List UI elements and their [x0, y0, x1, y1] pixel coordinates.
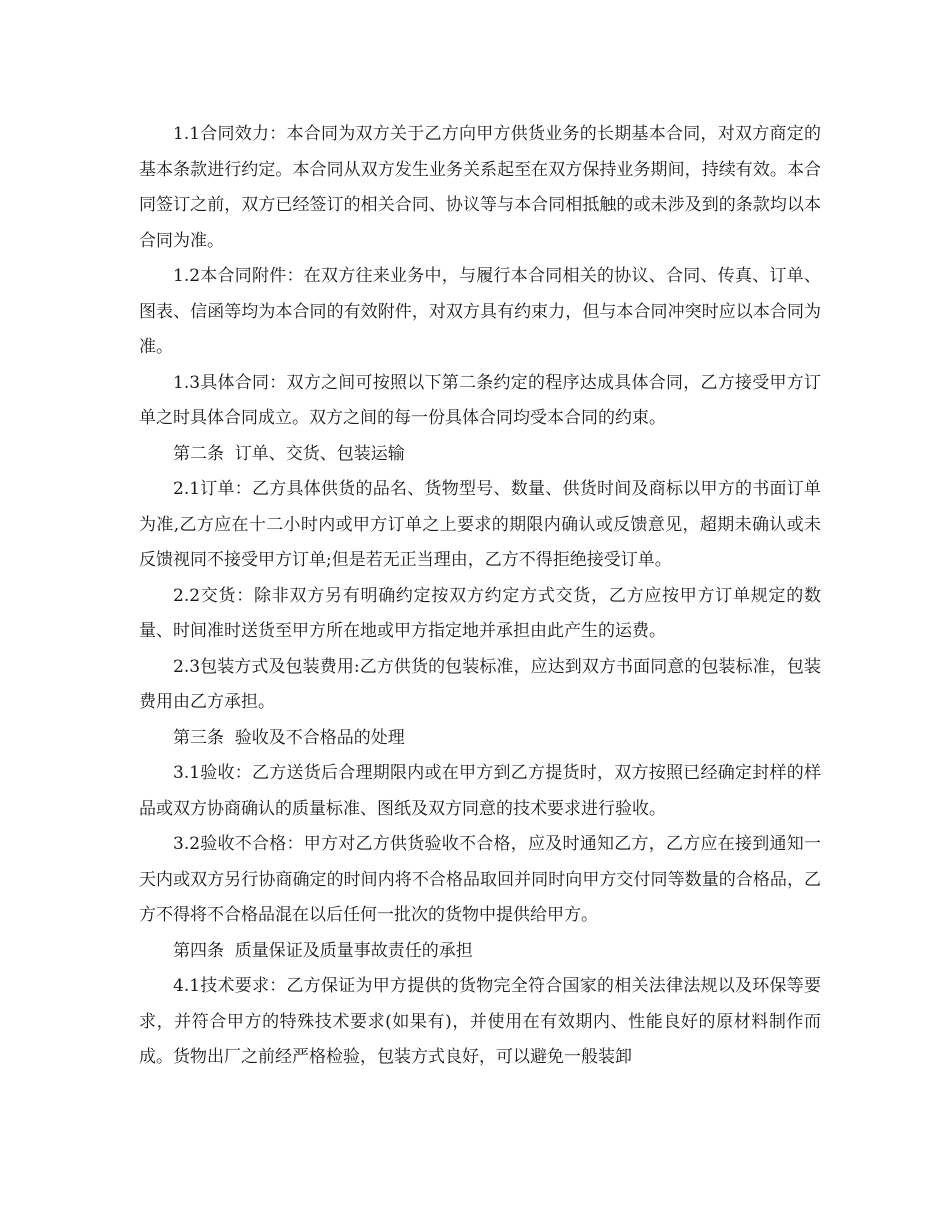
clause-4-1: 4.1技术要求：乙方保证为甲方提供的货物完全符合国家的相关法律法规以及环保等要求，并符合甲方的特殊技术要求(如果有)，并使用在有效期内、性能良好的原材料制作而成。货物出厂之前经严格检验，包装方式良好，可以避免一般装卸: [139, 976, 821, 1067]
clause-1-3: 1.3具体合同：双方之间可按照以下第二条约定的程序达成具体合同，乙方接受甲方订单之时具体合同成立。双方之间的每一份具体合同均受本合同的约束。: [139, 372, 821, 428]
clause-2-2: 2.2交货：除非双方另有明确约定按双方约定方式交货，乙方应按甲方订单规定的数量、时间准时送货至甲方所在地或甲方指定地并承担由此产生的运费。: [139, 585, 821, 641]
clause-3-1: 3.1验收：乙方送货后合理期限内或在甲方到乙方提货时，双方按照已经确定封样的样品或双方协商确认的质量标准、图纸及双方同意的技术要求进行验收。: [139, 763, 821, 819]
article-2-heading: 第二条 订单、交货、包装运输: [173, 443, 405, 464]
clause-3-2: 3.2验收不合格：甲方对乙方供货验收不合格，应及时通知乙方，乙方应在接到通知一天内或双方另行协商确定的时间内将不合格品取回并同时向甲方交付同等数量的合格品，乙方不得将不合格品混在以后任何一批次的货物中提供给甲方。: [139, 834, 821, 925]
clause-2-3: 2.3包装方式及包装费用:乙方供货的包装标准，应达到双方书面同意的包装标准，包装费用由乙方承担。: [139, 656, 821, 712]
article-3-heading: 第三条 验收及不合格品的处理: [173, 727, 405, 748]
clause-1-1: 1.1合同效力：本合同为双方关于乙方向甲方供货业务的长期基本合同，对双方商定的基本条款进行约定。本合同从双方发生业务关系起至在双方保持业务期间，持续有效。本合同签订之前，双方已经签订的相关合同、协议等与本合同相抵触的或未涉及到的条款均以本合同为准。: [139, 124, 821, 251]
article-4-heading: 第四条 质量保证及质量事故责任的承担: [173, 940, 473, 961]
clause-1-2: 1.2本合同附件：在双方往来业务中，与履行本合同相关的协议、合同、传真、订单、图表、信函等均为本合同的有效附件，对双方具有约束力，但与本合同冲突时应以本合同为准。: [139, 266, 821, 357]
document-body: [139, 117, 821, 1076]
clause-2-1: 2.1订单：乙方具体供货的品名、货物型号、数量、供货时间及商标以甲方的书面订单为准,乙方应在十二小时内或甲方订单之上要求的期限内确认或反馈意见，超期未确认或未反馈视同不接受甲方订单;但是若无正当理由，乙方不得拒绝接受订单。: [139, 479, 821, 570]
